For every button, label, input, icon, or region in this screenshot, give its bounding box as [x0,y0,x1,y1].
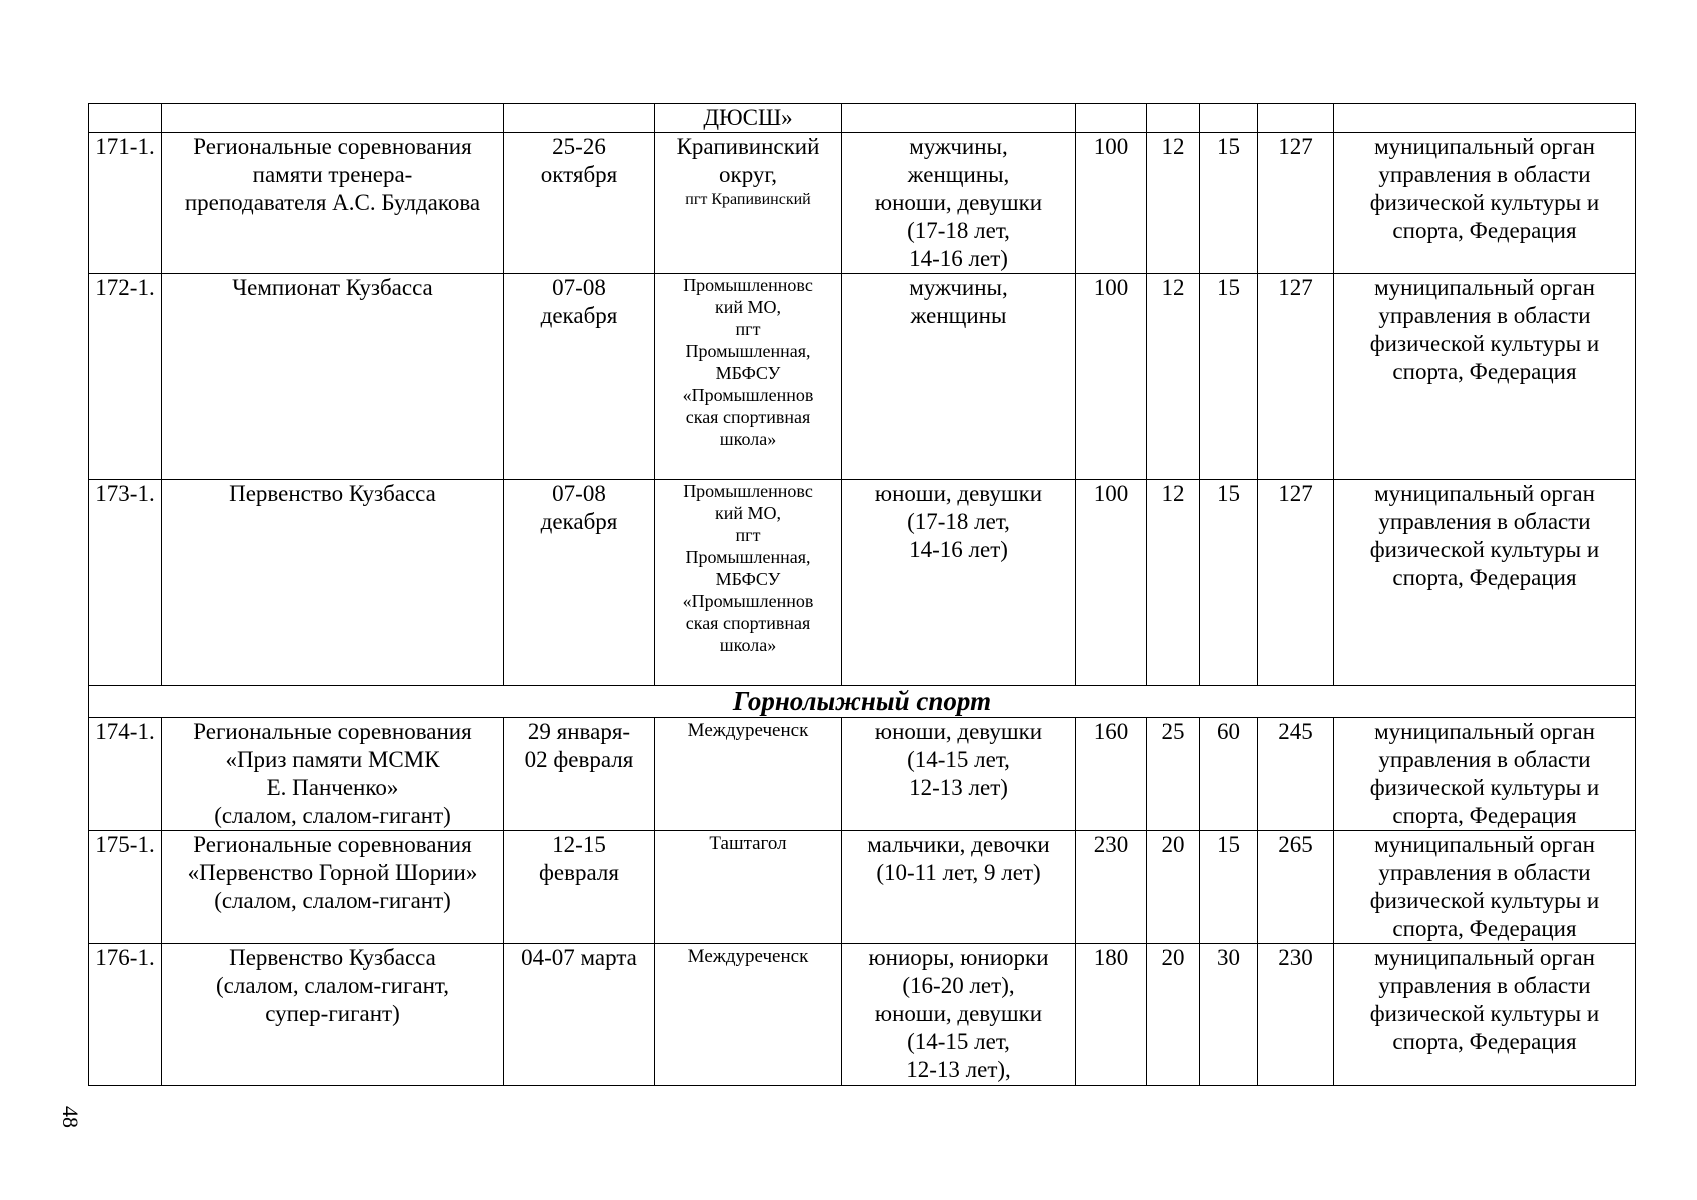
cell-total: 127 [1258,480,1334,686]
dates-line: 07-08 [552,275,606,300]
cell-total: 127 [1258,274,1334,480]
cell-place [655,718,842,831]
cell-dates [504,831,655,944]
cell-name [162,104,504,133]
place-line: Междуреченск [687,946,809,967]
cell-participants [842,944,1076,1086]
cell-count-1: 230 [1076,831,1147,944]
organizer-line: спорта, Федерация [1392,565,1577,590]
name-line: преподавателя А.С. Булдакова [184,190,481,215]
cell-number: 174-1. [89,718,162,831]
name-line: супер-гигант) [265,1001,400,1026]
name-line: Первенство Кузбасса [229,945,436,970]
participants-line: юноши, девушки [874,719,1043,744]
name-line: «Первенство Горной Шории» [187,860,478,885]
table-row-continuation [89,104,1636,133]
participants-line: женщины [910,303,1007,328]
organizer-line: спорта, Федерация [1392,359,1577,384]
name-line: (слалом, слалом-гигант) [214,803,451,828]
organizer-line: управления в области [1378,162,1591,187]
participants-line: 12-13 лет), [906,1057,1011,1082]
place-line: Промышленная, [685,341,811,361]
cell-count-1: 100 [1076,133,1147,274]
cell-organizer [1334,718,1636,831]
place-line: МБФСУ [715,363,781,383]
cell-dates [504,944,655,1086]
place-line: пгт Крапивинский [685,191,811,208]
organizer-line: управления в области [1378,303,1591,328]
cell-total: 245 [1258,718,1334,831]
cell-count-1: 100 [1076,480,1147,686]
cell-count-1: 100 [1076,274,1147,480]
cell-count-2: 20 [1147,831,1200,944]
cell-organizer [1334,133,1636,274]
participants-line: 14-16 лет) [909,537,1008,562]
participants-line: юниоры, юниорки [868,945,1049,970]
cell-name [162,480,504,686]
place-line: «Промышленнов [682,385,814,405]
cell-place [655,133,842,274]
organizer-line: спорта, Федерация [1392,1029,1577,1054]
cell-dates [504,104,655,133]
cell-dates [504,718,655,831]
participants-line: юноши, девушки [874,481,1043,506]
name-line: Региональные соревнования [193,134,472,159]
dates-line: октября [540,162,618,187]
cell-organizer [1334,104,1636,133]
dates-line: 12-15 [552,832,606,857]
dates-line: декабря [540,509,618,534]
place-line: пгт [735,319,761,339]
cell-name [162,133,504,274]
participants-line: (14-15 лет, [907,747,1010,772]
cell-number [89,104,162,133]
name-line: Региональные соревнования [193,719,472,744]
table-row [89,274,1636,480]
participants-line: мужчины, [909,275,1008,300]
organizer-line: физической культуры и [1369,190,1600,215]
cell-name [162,944,504,1086]
organizer-line: муниципальный орган [1374,719,1595,744]
participants-line: (14-15 лет, [907,1029,1010,1054]
organizer-line: муниципальный орган [1374,945,1595,970]
cell-count-3: 15 [1200,480,1258,686]
place-line: округ, [719,162,777,187]
organizer-line: муниципальный орган [1374,134,1595,159]
cell-number: 172-1. [89,274,162,480]
cell-participants [842,274,1076,480]
participants-line: (16-20 лет), [902,973,1015,998]
dates-line: 07-08 [552,481,606,506]
participants-line: женщины, [907,162,1010,187]
cell-dates [504,480,655,686]
cell-count-3 [1200,104,1258,133]
place-line: Междуреченск [687,720,809,741]
organizer-line: физической культуры и [1369,775,1600,800]
cell-count-2: 12 [1147,274,1200,480]
table-row [89,944,1636,1086]
cell-name [162,274,504,480]
cell-participants [842,480,1076,686]
dates-line: 02 февраля [524,747,634,772]
name-line: Региональные соревнования [193,832,472,857]
cell-participants [842,831,1076,944]
participants-line: (17-18 лет, [907,509,1010,534]
section-heading-row [89,686,1636,718]
organizer-line: управления в области [1378,509,1591,534]
cell-count-2: 12 [1147,133,1200,274]
cell-participants [842,133,1076,274]
cell-count-2 [1147,104,1200,133]
place-line: Промышленновс [683,275,813,295]
participants-line: юноши, девушки [874,190,1043,215]
organizer-line: спорта, Федерация [1392,218,1577,243]
cell-number: 175-1. [89,831,162,944]
participants-line: мужчины, [909,134,1008,159]
organizer-line: управления в области [1378,747,1591,772]
table-row [89,480,1636,686]
cell-number: 173-1. [89,480,162,686]
participants-line: (10-11 лет, 9 лет) [876,860,1041,885]
place-line: школа» [719,429,777,449]
cell-organizer [1334,274,1636,480]
cell-place [655,274,842,480]
cell-count-3: 30 [1200,944,1258,1086]
cell-organizer [1334,944,1636,1086]
cell-total: 127 [1258,133,1334,274]
section-title: Горнолыжный спорт [89,686,1636,718]
organizer-line: управления в области [1378,973,1591,998]
cell-total [1258,104,1334,133]
dates-line: февраля [539,860,619,885]
participants-line: (17-18 лет, [907,218,1010,243]
place-line: кий МО, [714,503,781,523]
cell-organizer [1334,831,1636,944]
cell-dates [504,274,655,480]
cell-participants [842,104,1076,133]
dates-line: 04-07 марта [521,945,637,970]
participants-line: 12-13 лет) [909,775,1008,800]
place-line: школа» [719,635,777,655]
place-line: кий МО, [714,297,781,317]
place-line: Таштагол [709,833,787,854]
place-line: «Промышленнов [682,591,814,611]
cell-place [655,480,842,686]
name-line: Е. Панченко» [266,775,399,800]
name-line: памяти тренера- [252,162,413,187]
competition-schedule-table [88,103,1636,1086]
participants-line: мальчики, девочки [867,832,1050,857]
participants-line: юноши, девушки [874,1001,1043,1026]
organizer-line: муниципальный орган [1374,275,1595,300]
cell-number: 171-1. [89,133,162,274]
cell-dates [504,133,655,274]
place-line: Крапивинский [676,134,820,159]
organizer-line: управления в области [1378,860,1591,885]
organizer-line: муниципальный орган [1374,481,1595,506]
place-line: ская спортивная [685,407,811,427]
cell-count-3: 15 [1200,274,1258,480]
cell-count-3: 15 [1200,133,1258,274]
cell-name [162,718,504,831]
organizer-line: физической культуры и [1369,1001,1600,1026]
cell-name [162,831,504,944]
cell-total: 230 [1258,944,1334,1086]
organizer-line: муниципальный орган [1374,832,1595,857]
organizer-line: физической культуры и [1369,537,1600,562]
dates-line: 25-26 [552,134,606,159]
name-line: «Приз памяти МСМК [225,747,440,772]
organizer-line: спорта, Федерация [1392,803,1577,828]
cell-count-1 [1076,104,1147,133]
table-row [89,831,1636,944]
cell-count-2: 25 [1147,718,1200,831]
cell-count-2: 20 [1147,944,1200,1086]
name-line: (слалом, слалом-гигант, [216,973,449,998]
cell-count-2: 12 [1147,480,1200,686]
table-row [89,133,1636,274]
dates-line: декабря [540,303,618,328]
cell-place: ДЮСШ» [655,104,842,133]
name-line: Чемпионат Кузбасса [232,275,433,300]
place-line: МБФСУ [715,569,781,589]
place-line: Промышленновс [683,481,813,501]
cell-count-3: 60 [1200,718,1258,831]
place-line: ская спортивная [685,613,811,633]
organizer-line: физической культуры и [1369,331,1600,356]
cell-number: 176-1. [89,944,162,1086]
table-row [89,718,1636,831]
organizer-line: спорта, Федерация [1392,916,1577,941]
organizer-line: физической культуры и [1369,888,1600,913]
place-line: Промышленная, [685,547,811,567]
cell-total: 265 [1258,831,1334,944]
name-line: Первенство Кузбасса [229,481,436,506]
name-line: (слалом, слалом-гигант) [214,888,451,913]
place-line: пгт [735,525,761,545]
cell-count-1: 160 [1076,718,1147,831]
cell-count-3: 15 [1200,831,1258,944]
page-number: 48 [58,1106,83,1128]
cell-place [655,831,842,944]
dates-line: 29 января- [527,719,631,744]
cell-participants [842,718,1076,831]
participants-line: 14-16 лет) [909,246,1008,271]
cell-count-1: 180 [1076,944,1147,1086]
cell-organizer [1334,480,1636,686]
cell-place [655,944,842,1086]
